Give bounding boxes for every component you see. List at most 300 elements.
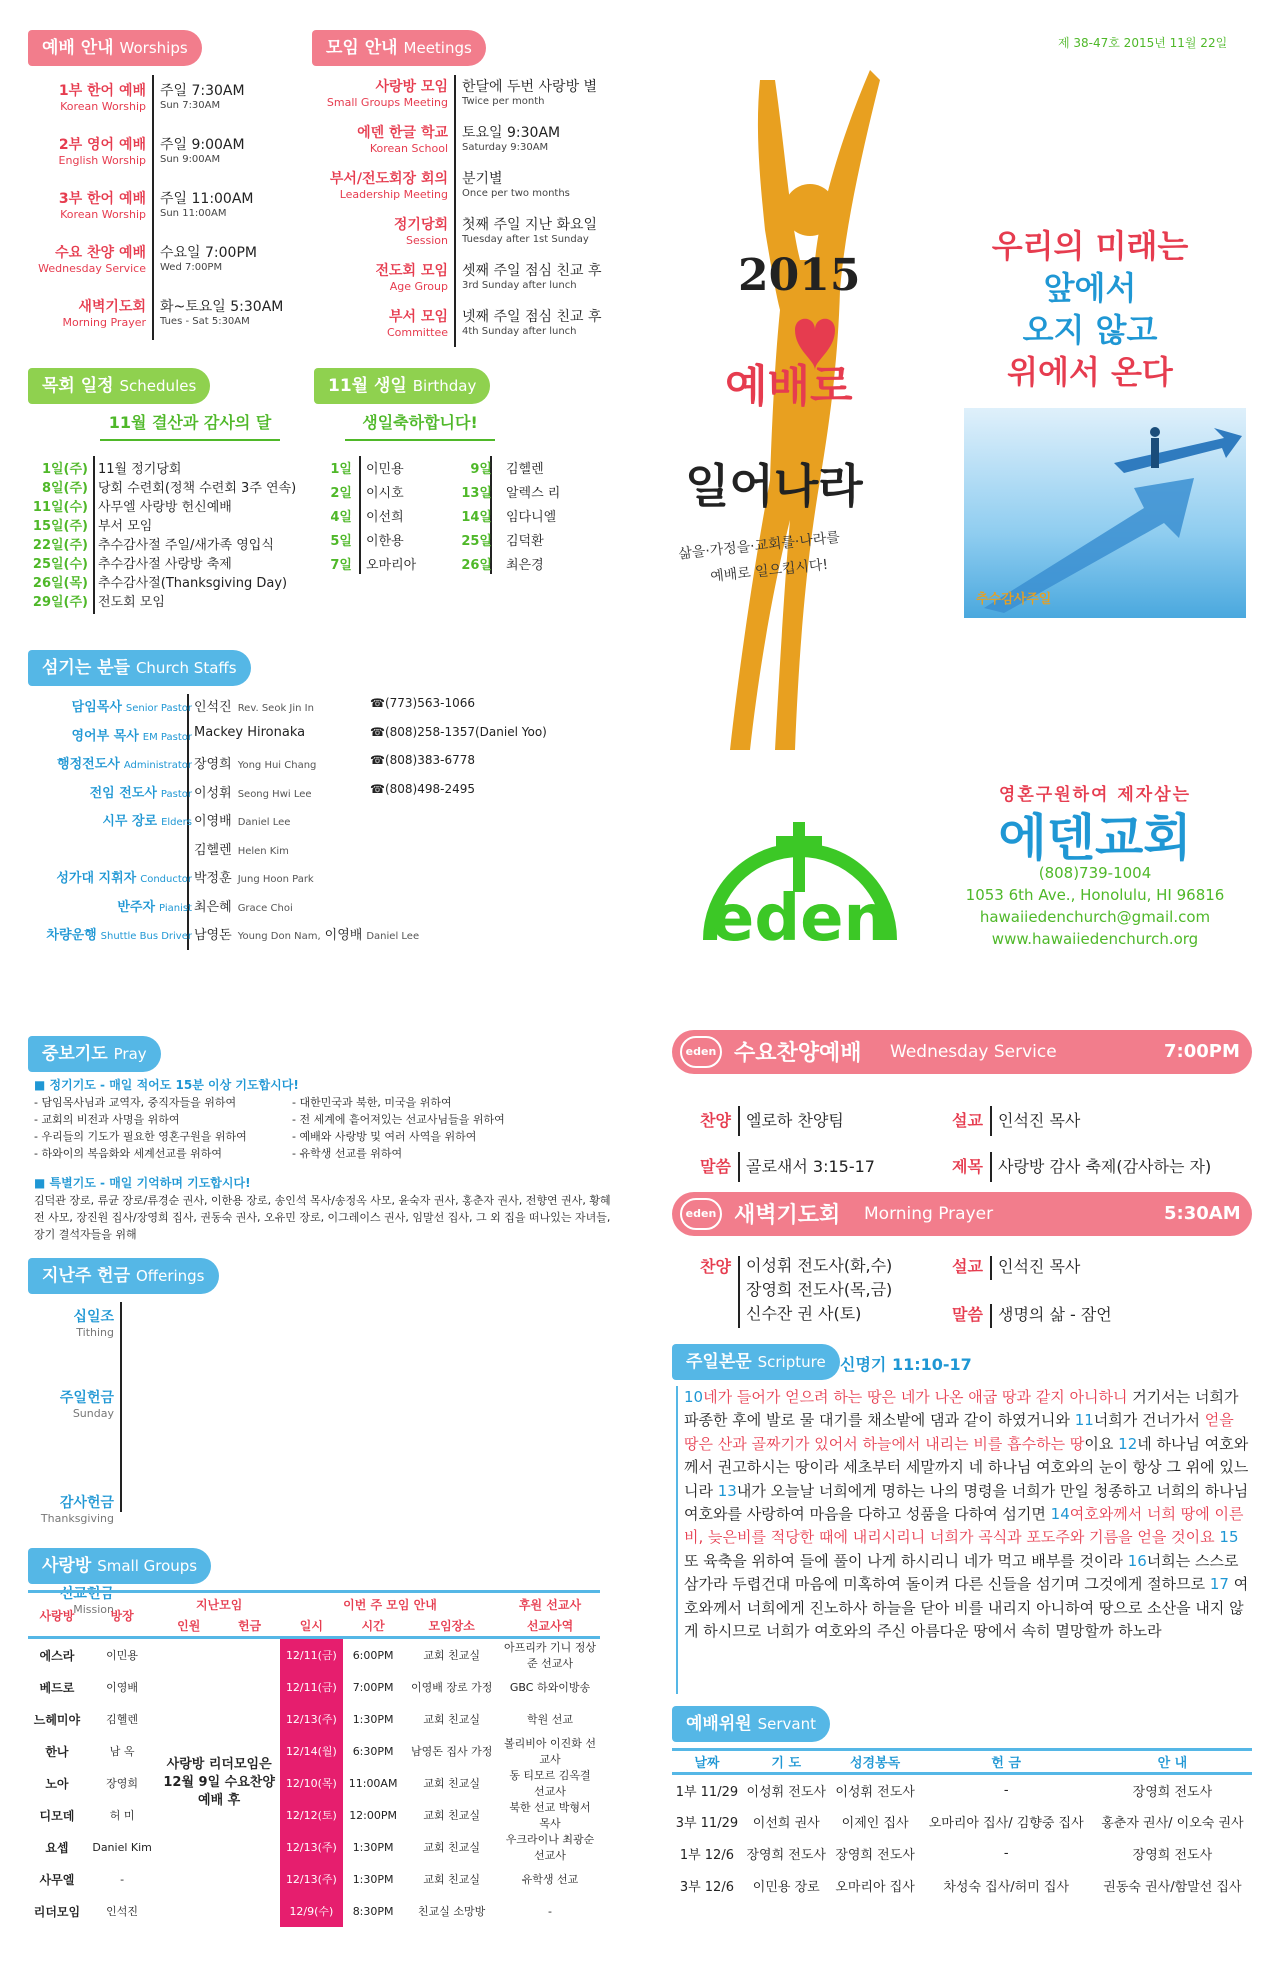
meetings-header bbox=[312, 30, 486, 66]
sg-group: 한나 bbox=[45, 1744, 69, 1759]
worships-title: 예배 안내 bbox=[42, 38, 114, 58]
sg-leader: 허 미 bbox=[109, 1809, 135, 1822]
servant-cell: 이선희 권사 bbox=[752, 1816, 820, 1831]
sg-date: 12/13(주) bbox=[280, 1703, 343, 1735]
servant-col: 성경봉독 bbox=[850, 1756, 901, 1771]
birthday-day: 25일 bbox=[461, 534, 492, 549]
table-row bbox=[28, 1703, 600, 1735]
wed-word-label: 말씀 bbox=[700, 1157, 731, 1176]
worship-name bbox=[28, 296, 146, 329]
servant-cell: 장영희 전도사 bbox=[746, 1848, 826, 1863]
table-row bbox=[28, 1895, 600, 1927]
morning-bar bbox=[672, 1192, 1252, 1236]
servant-table bbox=[672, 1748, 1252, 1902]
sg-time: 12:00PM bbox=[349, 1808, 398, 1822]
meetings-list bbox=[300, 76, 620, 352]
wed-sermon-label: 설교 bbox=[952, 1111, 983, 1130]
meeting-name-ko: 에덴 한글 학교 bbox=[357, 125, 448, 141]
schedule-date: 11일(수) bbox=[32, 500, 88, 515]
sg-leader: - bbox=[120, 1872, 125, 1886]
poster-tagline2: 예배로 일으킵시다! bbox=[709, 556, 829, 586]
meeting-row bbox=[300, 122, 620, 168]
offering-name-en: Sunday bbox=[72, 1407, 114, 1420]
staff-row bbox=[20, 696, 660, 725]
pray-item: - 교회의 비전과 사명을 위하여 bbox=[34, 1113, 180, 1126]
servant-cell: 장영희 전도사 bbox=[1132, 1784, 1213, 1800]
sg-time: 6:00PM bbox=[352, 1648, 394, 1662]
morn-praise-list bbox=[746, 1254, 946, 1326]
col-mission2: 선교사역 bbox=[526, 1619, 574, 1633]
staff-name-ko: 최은혜 bbox=[194, 899, 232, 915]
sg-time: 8:30PM bbox=[352, 1904, 394, 1918]
table-row bbox=[672, 1774, 1252, 1806]
staff-phone: ☎(808)498-2495 bbox=[370, 781, 475, 796]
birthday-day: 14일 bbox=[461, 510, 492, 525]
eden-mini-logo-icon: eden bbox=[680, 1198, 722, 1230]
sg-mission: 북한 선교 박형서 목사 bbox=[509, 1801, 591, 1830]
sg-mission: GBC 하와이방송 bbox=[509, 1681, 591, 1694]
birthday-name: 최은경 bbox=[506, 558, 544, 573]
meeting-time-ko: 첫째 주일 지난 화요일 bbox=[462, 217, 598, 233]
sg-mission: - bbox=[548, 1904, 552, 1918]
birthday-name: 오마리아 bbox=[366, 558, 417, 573]
servant-cell: 오마리아 집사/ 김향중 집사 bbox=[928, 1816, 1084, 1831]
sg-date: 12/12(토) bbox=[280, 1799, 343, 1831]
schedule-event: 추수감사절 주일/새가족 영입식 bbox=[98, 538, 274, 553]
pray-head1: ■ 정기기도 - 매일 적어도 15분 이상 기도합시다! bbox=[34, 1078, 299, 1092]
sg-group: 베드로 bbox=[39, 1680, 75, 1695]
servant-col: 안 내 bbox=[1157, 1756, 1188, 1771]
wed-sermon: 인석진 목사 bbox=[998, 1111, 1081, 1130]
church-email[interactable]: hawaiiedenchurch@gmail.com bbox=[979, 908, 1211, 926]
pray-item: - 담임목사님과 교역자, 중직자들을 위하여 bbox=[34, 1096, 237, 1109]
birthday-name: 임다니엘 bbox=[506, 510, 557, 525]
staff-role bbox=[188, 839, 192, 854]
meeting-name-ko: 사랑방 모임 bbox=[375, 79, 448, 95]
sg-leader: 장영희 bbox=[106, 1777, 139, 1790]
table-row bbox=[672, 1806, 1252, 1838]
servant-cell: 장영희 전도사 bbox=[835, 1848, 915, 1863]
pray-item: - 하와이의 복음화와 세계선교를 위하여 bbox=[34, 1147, 222, 1160]
staff-role-en: Elders bbox=[161, 817, 192, 828]
staff-role bbox=[46, 924, 192, 943]
meeting-time-en: Once per two months bbox=[462, 188, 570, 199]
col-mission: 후원 선교사 bbox=[518, 1598, 582, 1612]
schedule-date: 25일(수) bbox=[32, 557, 88, 572]
morn-sermon: 인석진 목사 bbox=[998, 1257, 1081, 1276]
staffs-header bbox=[28, 650, 251, 686]
table-row bbox=[28, 1671, 600, 1703]
meeting-row bbox=[300, 260, 620, 306]
offerings-title: 지난주 헌금 bbox=[42, 1266, 131, 1286]
staff-name-en: Yong Hui Chang bbox=[237, 760, 317, 771]
servant-cell: 권동숙 권사/함말선 집사 bbox=[1103, 1880, 1242, 1895]
worship-time-ko: 주일 11:00AM bbox=[160, 191, 254, 207]
birthday-day: 7일 bbox=[330, 558, 352, 573]
birthday-row bbox=[440, 506, 610, 530]
sg-leader: 남 옥 bbox=[109, 1745, 135, 1758]
staff-role-ko: 시무 장로 bbox=[102, 814, 158, 829]
sg-time: 1:30PM bbox=[352, 1712, 394, 1726]
meeting-time-ko: 셋째 주일 점심 친교 후 bbox=[462, 263, 602, 279]
sg-group: 느헤미야 bbox=[33, 1712, 81, 1727]
servant-cell: 1부 11/29 bbox=[675, 1784, 739, 1800]
worships-header bbox=[28, 30, 202, 66]
sg-place: 교회 친교실 bbox=[423, 1809, 480, 1822]
staff-row bbox=[20, 753, 660, 782]
worship-name bbox=[28, 188, 146, 221]
schedules-title-en: Schedules bbox=[119, 377, 197, 395]
church-web[interactable]: www.hawaiiedenchurch.org bbox=[991, 930, 1199, 948]
worship-name bbox=[28, 242, 146, 275]
col-group: 사랑방 bbox=[39, 1608, 75, 1623]
staff-name bbox=[194, 867, 314, 886]
meeting-name bbox=[300, 214, 448, 247]
poster-tagline1: 삶을·가정을·교회를·나라를 bbox=[677, 529, 841, 563]
sg-place: 교회 친교실 bbox=[423, 1649, 480, 1662]
servant-cell: 오마리아 집사 bbox=[835, 1880, 915, 1895]
meeting-time-ko: 분기별 bbox=[462, 171, 503, 187]
sg-date: 12/11(금) bbox=[280, 1671, 343, 1703]
staff-name-ko: Mackey Hironaka bbox=[194, 724, 306, 740]
servant-cell: - bbox=[1003, 1782, 1009, 1798]
logo-text: eden bbox=[710, 882, 890, 950]
wednesday-title-en: Wednesday Service bbox=[890, 1042, 1057, 1062]
servant-cell: 차성숙 집사/허미 집사 bbox=[943, 1880, 1070, 1895]
staffs-title-en: Church Staffs bbox=[135, 659, 237, 677]
staff-name bbox=[194, 782, 312, 801]
sg-date: 12/13(주) bbox=[280, 1863, 343, 1895]
slogan-line: 위에서 온다 bbox=[1007, 353, 1173, 391]
staff-role bbox=[71, 725, 192, 744]
pray-header bbox=[28, 1036, 161, 1072]
worship-name-en: Korean Worship bbox=[60, 208, 146, 221]
offerings-divider bbox=[120, 1302, 122, 1512]
sg-group: 노아 bbox=[45, 1776, 69, 1791]
offering-name: 감사헌금 bbox=[59, 1495, 114, 1511]
worship-name bbox=[28, 80, 146, 113]
sg-group: 디모데 bbox=[39, 1808, 75, 1823]
sg-group: 에스라 bbox=[39, 1648, 75, 1663]
morn-word-label: 말씀 bbox=[952, 1305, 983, 1324]
staff-name bbox=[194, 924, 419, 943]
staff-name bbox=[194, 696, 314, 715]
birthday-day: 26일 bbox=[461, 558, 492, 573]
staff-role-ko: 행정전도사 bbox=[57, 757, 120, 772]
meeting-name-en: Korean School bbox=[369, 142, 448, 155]
birthday-row bbox=[440, 458, 610, 482]
staff-role-en: Senior Pastor bbox=[125, 703, 192, 714]
staff-name-ko: 인석진 bbox=[194, 700, 232, 715]
staff-name-en: Rev. Seok Jin In bbox=[237, 703, 314, 714]
schedule-date: 29일(주) bbox=[32, 595, 88, 610]
slogan-line: 우리의 미래는 bbox=[991, 227, 1189, 265]
schedule-event: 당회 수련회(정책 수련회 3주 연속) bbox=[98, 481, 297, 496]
sg-mission: 우크라이나 최광순 선교사 bbox=[505, 1833, 595, 1862]
worship-name-ko: 새벽기도회 bbox=[78, 299, 146, 315]
sg-mission: 볼리비아 이진화 선교사 bbox=[503, 1737, 596, 1766]
staff-phone: ☎(808)383-6778 bbox=[370, 753, 475, 767]
schedule-date: 22일(주) bbox=[32, 538, 88, 553]
meeting-name-en: Session bbox=[406, 234, 448, 247]
scripture-text: 10네가 들어가 얻으려 하는 땅은 네가 나온 애굽 땅과 같지 아니하니 거기서는 너희가 파종한 후에 발로 물 대기를 채소밭에 댐과 같이 하였거니와 11너희가 건너가서 얻을 땅은 산과 골짜기가 있어서 하늘에서 내리는 비를 흡수하는 땅이요 12네 하나님 여호와께서 권고하시는 땅이라 세초부터 세말까지 네 하나님 여호와의 눈이 항상 그 위에 있느니라 13내가 오늘날 너희에게 명하는 나의 명령을 너희가 만일 청종하고 너희의 하나님 여호와를 사랑하여 마음을 다하고 성품을 다하여 섬기면 14여호와께서 너희 땅에 이른비, 늦은비를 적당한 때에 내리시리니 너희가 곡식과 포도주와 기름을 얻을 것이요 15또 육축을 위하여 들에 풀이 나게 하시리니 네가 먹고 배부를 것이라 16너희는 스스로 삼가라 두렵건대 마음에 미혹하여 돌이켜 다른 신들을 섬기며 그것에게 절하므로 17 여호와께서 너희에게 진노하사 하늘을 닫아 비를 내리지 아니하여 땅으로 소산을 내지 않게 하시므로 너희가 여호와의 주신 아름다운 땅에서 속히 멸망할까 하노라 bbox=[684, 1388, 1249, 1641]
meetings-title-en: Meetings bbox=[403, 39, 472, 57]
sg-place: 친교실 소망방 bbox=[418, 1905, 486, 1918]
meeting-time-ko: 한달에 두번 사랑방 별 bbox=[462, 79, 598, 95]
staff-name-en: Helen Kim bbox=[237, 845, 289, 857]
pray-list-right bbox=[292, 1094, 505, 1162]
servant-cell: - bbox=[1003, 1846, 1009, 1861]
worship-time-en: Sun 7:30AM bbox=[160, 100, 221, 111]
meeting-time-en: 4th Sunday after lunch bbox=[462, 326, 577, 337]
small-groups-table bbox=[28, 1594, 600, 1927]
meeting-time bbox=[462, 214, 622, 245]
servant-cell: 3부 11/29 bbox=[675, 1816, 739, 1831]
birthday-row bbox=[440, 482, 610, 506]
staff-row bbox=[20, 839, 660, 868]
sg-time: 7:00PM bbox=[352, 1680, 394, 1694]
worship-time bbox=[160, 296, 283, 327]
person-silhouette bbox=[1151, 438, 1159, 468]
worship-time-en: Sun 11:00AM bbox=[160, 208, 227, 219]
table-row bbox=[28, 1767, 600, 1799]
small-groups-rule bbox=[28, 1590, 600, 1593]
offerings-title-en: Offerings bbox=[135, 1267, 205, 1285]
staff-row bbox=[20, 924, 660, 953]
meeting-name-en: Leadership Meeting bbox=[339, 188, 448, 201]
staff-role-en: Shuttle Bus Driver bbox=[100, 931, 192, 942]
birthday-row bbox=[440, 530, 610, 554]
sg-time: 11:00AM bbox=[348, 1776, 398, 1790]
wed-topic-label: 제목 bbox=[952, 1157, 983, 1176]
col-this-week: 이번 주 모임 안내 bbox=[343, 1598, 437, 1612]
morning-title-en: Morning Prayer bbox=[864, 1204, 994, 1224]
sg-time: 1:30PM bbox=[352, 1872, 394, 1886]
table-row bbox=[28, 1831, 600, 1863]
worship-name-ko: 3부 한어 예배 bbox=[58, 191, 146, 207]
sg-mission: 유학생 선교 bbox=[521, 1873, 579, 1886]
birthday-name: 이시호 bbox=[366, 486, 404, 501]
table-row bbox=[672, 1838, 1252, 1870]
staff-role-en: EM Pastor bbox=[142, 731, 192, 743]
meeting-time-en: Twice per month bbox=[462, 96, 545, 107]
birthday-day: 4일 bbox=[330, 510, 352, 525]
servant-cell: 1부 12/6 bbox=[679, 1848, 734, 1863]
meeting-name-en: Age Group bbox=[389, 280, 448, 293]
staff-role bbox=[72, 696, 192, 715]
col-last: 지난모임 bbox=[195, 1598, 243, 1612]
staff-name-en: Jung Hoon Park bbox=[237, 874, 314, 885]
church-address: 1053 6th Ave., Honolulu, HI 96816 bbox=[965, 886, 1225, 904]
offering-name-en: Thanksgiving bbox=[40, 1512, 114, 1525]
schedule-row bbox=[26, 591, 326, 610]
birthday-name: 알렉스 리 bbox=[506, 486, 561, 501]
sg-place: 교회 친교실 bbox=[423, 1841, 480, 1854]
church-contact bbox=[960, 862, 1230, 950]
schedule-date: 1일(주) bbox=[41, 462, 88, 477]
morn-praise-label: 찬양 bbox=[700, 1257, 731, 1276]
sg-leader: 이영배 bbox=[106, 1681, 139, 1694]
col-offering: 헌금 bbox=[237, 1619, 262, 1633]
worship-time-ko: 주일 7:30AM bbox=[160, 83, 245, 99]
wednesday-title: 수요찬양예배 bbox=[734, 1041, 862, 1066]
birthday-list-right bbox=[440, 458, 610, 578]
staff-name bbox=[194, 810, 290, 829]
schedules-list bbox=[26, 458, 326, 610]
sg-place: 교회 친교실 bbox=[423, 1873, 480, 1886]
poster-line1: 예배로 bbox=[725, 361, 853, 412]
birthday-name: 김덕환 bbox=[506, 534, 544, 549]
meeting-name-ko: 정기당회 bbox=[393, 217, 448, 233]
birthday-name: 김헬렌 bbox=[506, 462, 544, 477]
person-head bbox=[1150, 427, 1160, 437]
worship-name-en: English Worship bbox=[58, 154, 146, 167]
sg-place: 교회 친교실 bbox=[423, 1777, 480, 1790]
meeting-row bbox=[300, 168, 620, 214]
sg-mission: 학원 선교 bbox=[526, 1713, 573, 1726]
schedule-row bbox=[26, 553, 326, 572]
staff-name-ko: 장영희 bbox=[194, 757, 232, 772]
schedule-date: 26일(목) bbox=[32, 576, 88, 591]
birthday-day: 9일 bbox=[470, 462, 492, 477]
pray-item: - 전 세계에 흩어져있는 선교사님들을 위하여 bbox=[292, 1113, 505, 1126]
meeting-name bbox=[300, 168, 448, 201]
birthday-day: 13일 bbox=[461, 486, 492, 501]
worship-time-ko: 수요일 7:00PM bbox=[160, 245, 257, 261]
meetings-title: 모임 안내 bbox=[326, 38, 398, 58]
col-place: 모임장소 bbox=[428, 1619, 475, 1633]
meeting-name bbox=[300, 76, 448, 109]
sg-date: 12/11(금) bbox=[280, 1638, 343, 1672]
small-groups-title-en: Small Groups bbox=[97, 1557, 198, 1575]
wed-praise: 엘로하 찬양팀 bbox=[746, 1111, 844, 1130]
birthday-row bbox=[440, 554, 610, 578]
staff-row bbox=[20, 782, 660, 811]
sg-mission: 동 티모르 김옥결 선교사 bbox=[509, 1769, 591, 1798]
schedule-event: 전도회 모임 bbox=[98, 595, 165, 610]
worship-time-ko: 화~토요일 5:30AM bbox=[160, 299, 284, 315]
meeting-name-en: Committee bbox=[386, 326, 448, 339]
birthday-name: 이선희 bbox=[366, 510, 404, 525]
worship-time bbox=[160, 188, 254, 219]
poster-photo bbox=[964, 408, 1246, 618]
meeting-time bbox=[462, 306, 622, 337]
morning-title: 새벽기도회 bbox=[734, 1203, 841, 1228]
sg-note: 사랑방 리더모임은 12월 9일 수요찬양 예배 후 bbox=[163, 1757, 275, 1808]
worship-name bbox=[28, 134, 146, 167]
offering-row bbox=[30, 1306, 114, 1339]
wed-word: 골로새서 3:15-17 bbox=[746, 1157, 875, 1176]
worships-title-en: Worships bbox=[119, 39, 188, 57]
morn-praise-item: 신수잔 권 사(토) bbox=[746, 1304, 862, 1323]
staff-role-en: Pianist bbox=[159, 902, 192, 914]
birthday-subtitle: 생일축하합니다! bbox=[345, 410, 495, 441]
pray-special: 김덕관 장로, 류균 장로/류경순 권사, 이한용 장로, 송인석 목사/송정옥 사모, 윤숙자 권사, 홍춘자 권사, 전향연 권사, 황혜전 사모, 장진원 집사/장영희 집사, 권동숙 권사, 오유민 장로, 이그레이스 권사, 임말선 집사, 그 외 집을 떠나있는 자녀들, 장기 결석자들을 위해 bbox=[34, 1194, 611, 1241]
worship-name-en: Korean Worship bbox=[60, 100, 146, 113]
slogan-line: 앞에서 bbox=[1043, 269, 1137, 307]
worship-name-ko: 1부 한어 예배 bbox=[58, 83, 146, 99]
schedule-event: 추수감사절(Thanksgiving Day) bbox=[98, 576, 288, 591]
schedule-event: 부서 모임 bbox=[98, 519, 153, 534]
sg-group: 리더모임 bbox=[33, 1904, 81, 1919]
sg-place: 교회 친교실 bbox=[423, 1713, 480, 1726]
pray-title: 중보기도 bbox=[42, 1044, 108, 1064]
birthday-title-en: Birthday bbox=[412, 377, 477, 395]
worship-time bbox=[160, 80, 245, 111]
sg-date: 12/9(수) bbox=[280, 1895, 343, 1927]
birthday-title: 11월 생일 bbox=[328, 376, 407, 396]
staff-name-en: Grace Choi bbox=[237, 902, 293, 914]
schedule-row bbox=[26, 534, 326, 553]
wed-praise-label: 찬양 bbox=[700, 1111, 731, 1130]
scripture-title: 주일본문 bbox=[686, 1352, 752, 1372]
servant-col: 헌 금 bbox=[991, 1756, 1021, 1771]
servant-cell: 이제인 집사 bbox=[841, 1816, 909, 1831]
staff-role bbox=[57, 753, 192, 772]
meeting-row bbox=[300, 214, 620, 260]
sg-time: 1:30PM bbox=[352, 1840, 394, 1854]
staff-name bbox=[194, 753, 316, 772]
issue-info: 제 38-47호 2015년 11월 22일 bbox=[1058, 36, 1228, 50]
birthday-header bbox=[314, 368, 490, 404]
staff-row bbox=[20, 725, 660, 754]
sg-leader: 인석진 bbox=[106, 1905, 139, 1918]
pray-item: - 우리들의 기도가 필요한 영혼구원을 위하여 bbox=[34, 1130, 247, 1143]
eden-logo bbox=[670, 780, 930, 950]
offering-name-en: Mission bbox=[73, 1603, 114, 1616]
scripture-rule bbox=[676, 1386, 678, 1694]
staff-role-en: Conductor bbox=[140, 874, 192, 885]
worship-name-ko: 2부 영어 예배 bbox=[58, 137, 146, 153]
staff-role-en: Pastor bbox=[160, 788, 192, 800]
morn-sermon-label: 설교 bbox=[952, 1257, 983, 1276]
slogan-line: 오지 않고 bbox=[1022, 311, 1158, 349]
meeting-time-ko: 토요일 9:30AM bbox=[462, 125, 561, 141]
staff-role-ko: 담임목사 bbox=[71, 700, 122, 715]
servant-cell: 장영희 전도사 bbox=[1132, 1848, 1213, 1863]
church-motto: 영혼구원하여 제자삼는 bbox=[998, 785, 1192, 805]
meeting-name bbox=[300, 306, 448, 339]
meeting-time bbox=[462, 168, 622, 199]
morn-praise-item: 이성휘 전도사(화,수) bbox=[746, 1256, 893, 1275]
meeting-row bbox=[300, 76, 620, 122]
offering-row bbox=[30, 1387, 114, 1420]
servant-cell: 3부 12/6 bbox=[679, 1880, 734, 1895]
sg-group: 사무엘 bbox=[39, 1872, 75, 1887]
sg-mission: 아프리카 기니 정상준 선교사 bbox=[503, 1641, 596, 1670]
servant-title-en: Servant bbox=[757, 1715, 816, 1733]
morn-word: 생명의 삶 - 잠언 bbox=[998, 1305, 1112, 1324]
staff-row bbox=[20, 896, 660, 925]
servant-title: 예배위원 bbox=[686, 1714, 752, 1734]
schedule-date: 15일(주) bbox=[32, 519, 88, 534]
staff-role-ko: 반주자 bbox=[117, 899, 156, 915]
staff-role bbox=[56, 867, 192, 886]
staffs-list bbox=[20, 696, 660, 953]
schedule-row bbox=[26, 572, 326, 591]
small-arrow-icon bbox=[1114, 428, 1242, 473]
staff-role-en: Administrator bbox=[123, 760, 192, 771]
staff-row bbox=[20, 867, 660, 896]
staff-name-en: Seong Hwi Lee bbox=[237, 788, 312, 800]
meeting-time bbox=[462, 260, 622, 291]
table-row bbox=[672, 1870, 1252, 1902]
birthday-day: 2일 bbox=[330, 486, 352, 501]
slogan bbox=[960, 225, 1220, 393]
servant-cell: 이민용 장로 bbox=[752, 1880, 820, 1895]
meeting-name-ko: 부서/전도회장 회의 bbox=[329, 171, 448, 187]
schedule-date: 8일(주) bbox=[41, 481, 88, 496]
